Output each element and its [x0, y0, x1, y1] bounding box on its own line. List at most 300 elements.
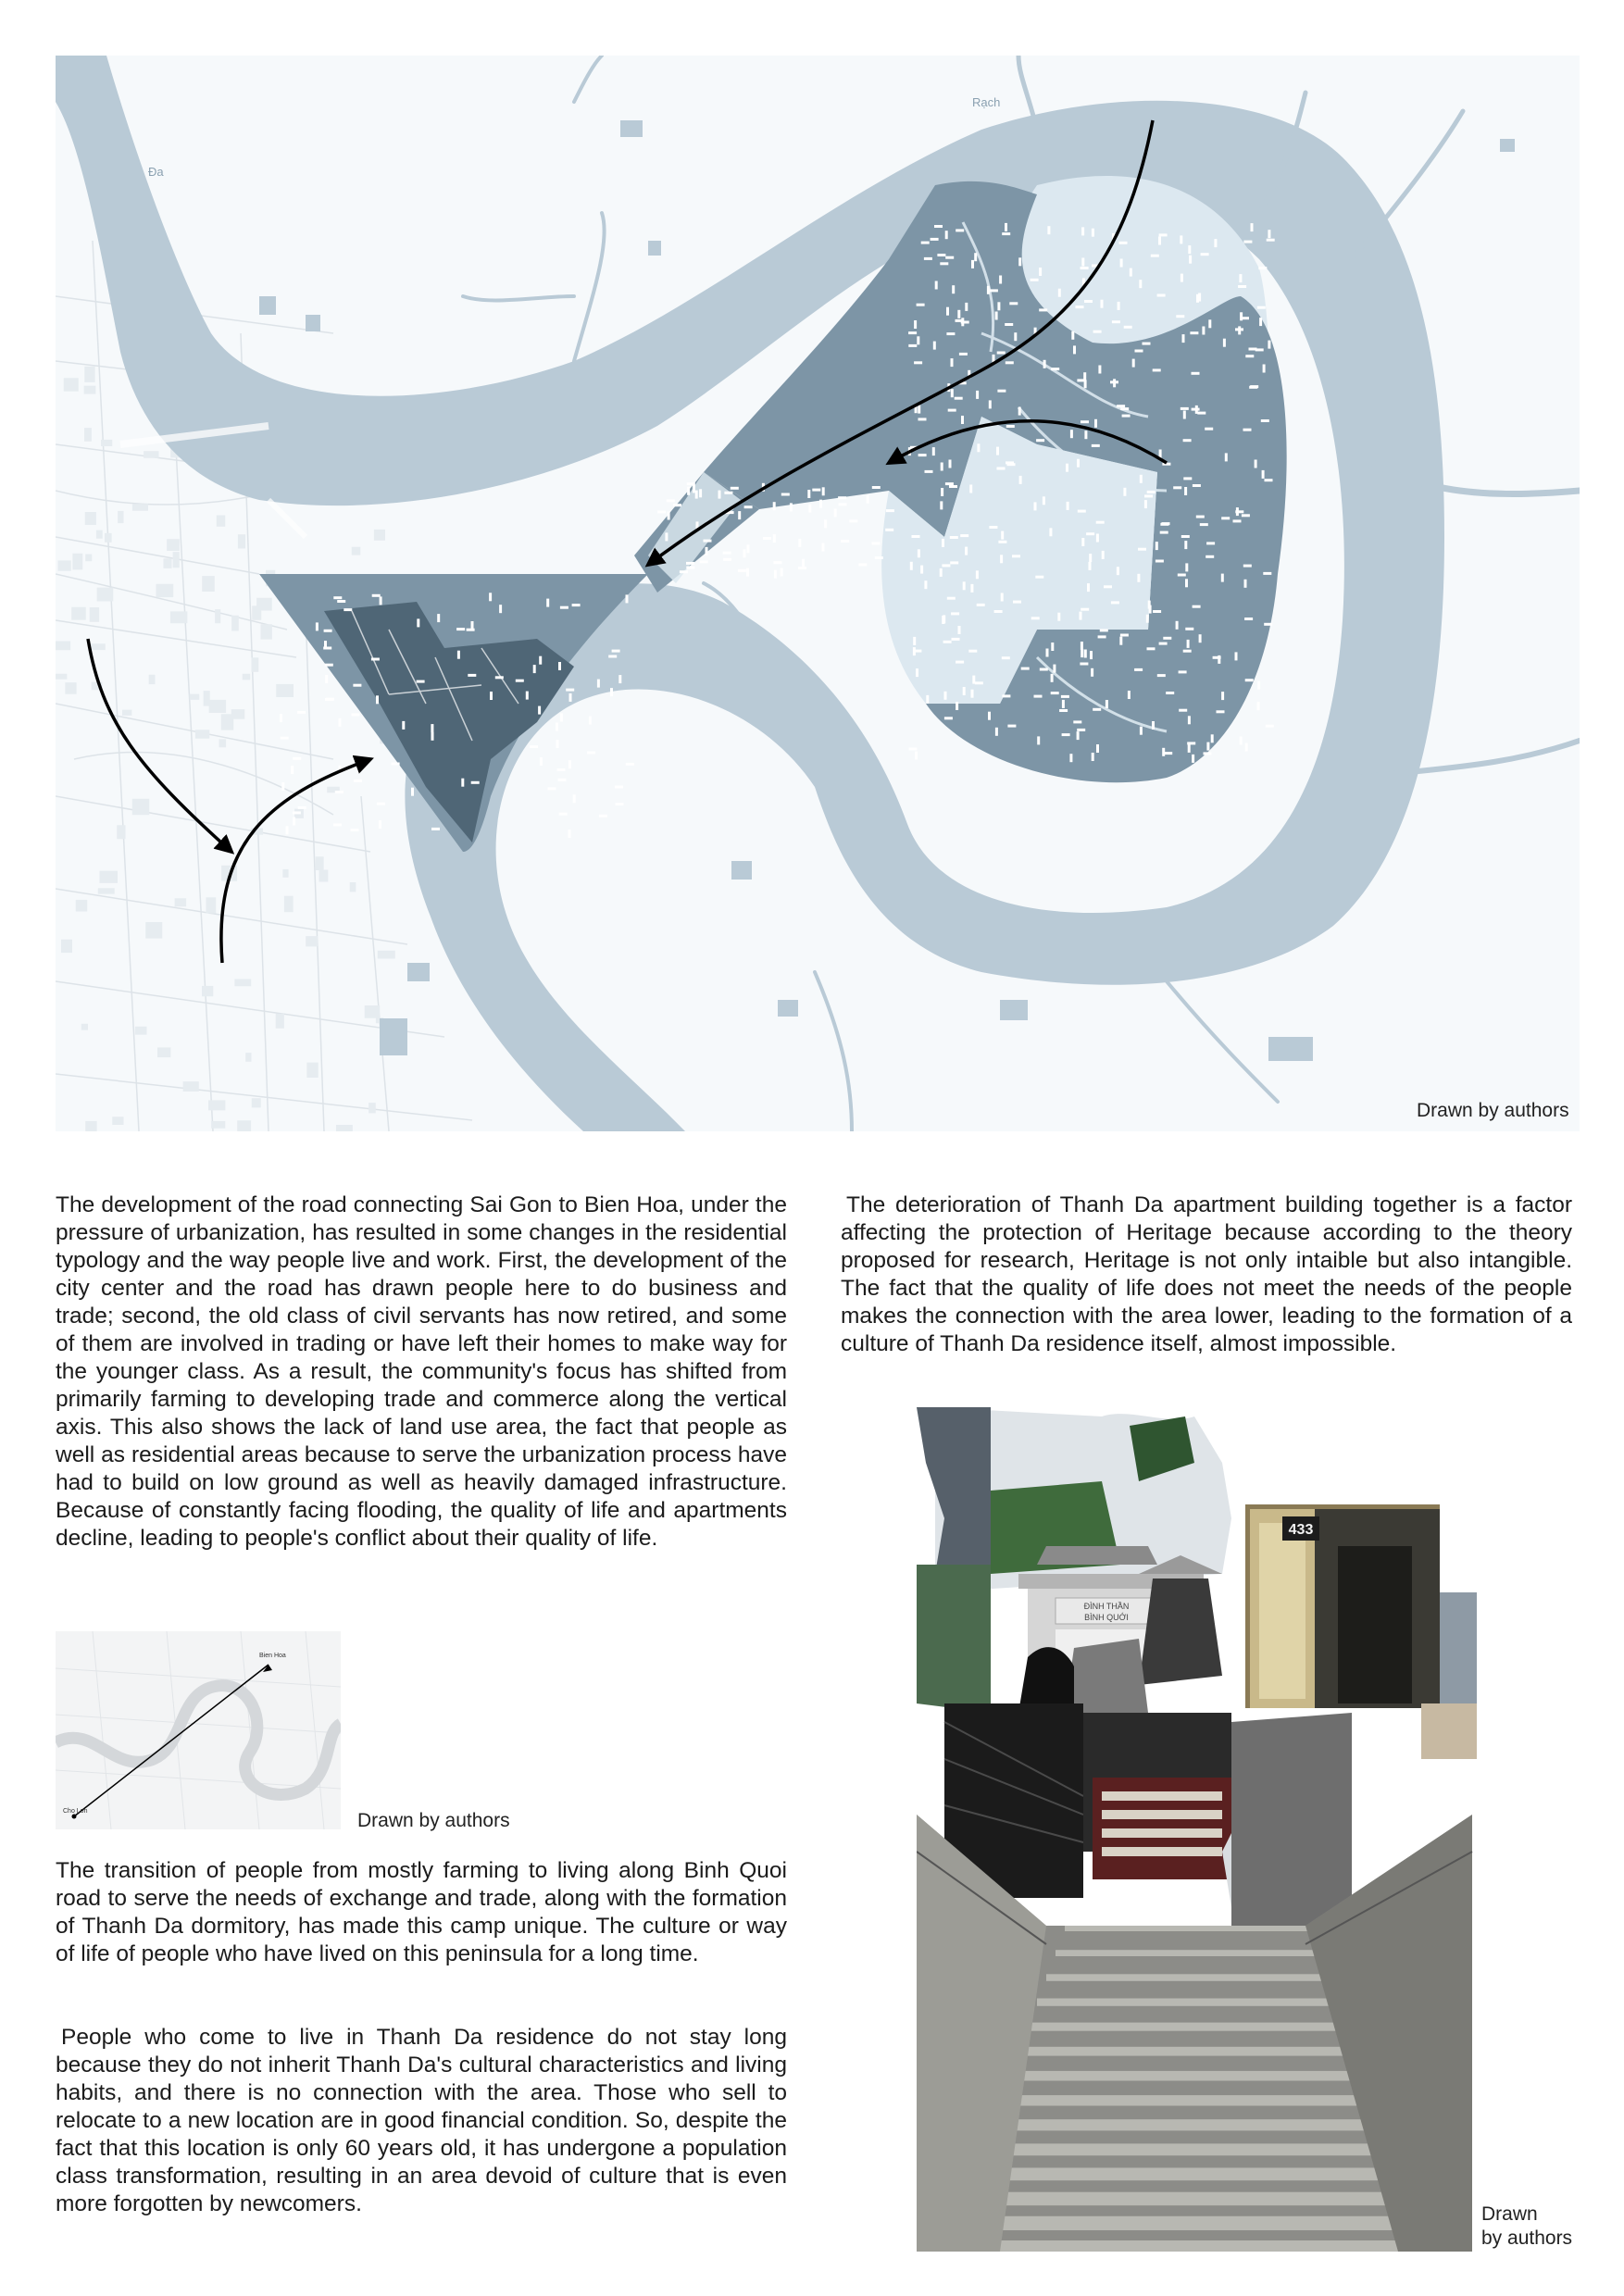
building-mark: [1208, 319, 1211, 328]
street-block: [208, 1100, 225, 1110]
gate-sign-line1: ĐÌNH THẦN: [1083, 1602, 1130, 1611]
building-mark: [1149, 605, 1152, 614]
building-mark: [773, 502, 776, 510]
street-block: [284, 896, 294, 913]
building-mark: [1043, 496, 1045, 505]
building-mark: [1040, 668, 1048, 671]
building-mark: [1243, 241, 1252, 243]
building-mark: [1159, 643, 1168, 645]
building-mark: [1013, 601, 1021, 604]
building-mark: [1006, 361, 1014, 364]
building-mark: [1102, 551, 1105, 559]
building-mark: [949, 485, 957, 488]
building-mark: [1245, 355, 1254, 357]
street-block: [170, 611, 188, 623]
building-mark: [1067, 502, 1069, 510]
building-mark: [1240, 736, 1243, 744]
building-mark: [1019, 476, 1022, 484]
building-mark: [1002, 232, 1010, 235]
building-mark: [956, 661, 964, 664]
building-mark: [326, 698, 334, 701]
building-mark: [918, 418, 927, 420]
building-mark: [951, 389, 954, 397]
building-mark: [821, 543, 824, 552]
stair-tread: [981, 2143, 1407, 2155]
building-mark: [1092, 229, 1094, 237]
building-mark: [824, 519, 827, 528]
building-mark: [1214, 239, 1217, 247]
building-mark: [1069, 754, 1072, 762]
building-mark: [1005, 323, 1013, 326]
building-mark: [918, 454, 927, 456]
building-mark: [763, 537, 771, 540]
building-mark: [1062, 733, 1070, 736]
building-mark: [968, 650, 977, 653]
building-mark: [1188, 716, 1191, 724]
building-mark: [917, 304, 925, 306]
building-mark: [1206, 542, 1215, 544]
building-mark: [489, 593, 492, 601]
house-number: 433: [1288, 1522, 1314, 1538]
building-mark: [1251, 223, 1254, 231]
building-mark: [599, 815, 607, 817]
building-mark: [558, 662, 561, 670]
street-block: [122, 710, 131, 716]
building-mark: [431, 724, 433, 732]
building-mark: [1147, 491, 1156, 493]
building-mark: [468, 674, 476, 677]
building-mark: [1077, 729, 1085, 731]
street-block: [84, 428, 92, 442]
building-mark: [849, 519, 857, 522]
street-block: [306, 1063, 318, 1078]
building-mark: [699, 489, 702, 497]
building-mark: [1263, 572, 1271, 575]
building-mark: [969, 485, 972, 493]
building-mark: [1061, 695, 1069, 698]
collage-caption-line2: by authors: [1481, 2227, 1573, 2249]
building-mark: [1001, 593, 1004, 602]
street-block: [276, 1014, 284, 1029]
building-mark: [1206, 742, 1209, 751]
building-mark: [1014, 332, 1017, 341]
building-mark: [1140, 727, 1143, 735]
building-mark: [744, 505, 753, 508]
building-mark: [807, 490, 810, 498]
building-mark: [872, 486, 881, 489]
building-mark: [1235, 652, 1238, 660]
building-mark: [940, 568, 943, 577]
street-block: [84, 386, 96, 394]
building-mark: [1163, 637, 1171, 640]
building-mark: [958, 626, 961, 634]
building-mark: [913, 650, 921, 653]
building-mark: [1128, 691, 1131, 699]
street-block: [156, 584, 174, 597]
building-mark: [1266, 725, 1274, 728]
building-mark: [1138, 548, 1146, 551]
building-mark: [1083, 372, 1086, 381]
building-mark: [1156, 560, 1164, 563]
paragraph-transition: The transition of people from mostly farming to living along Binh Quoi road to serve the needs of exchange and trade, along with the formation of Thanh Da dormitory, has made this camp unique. The culture or way of life of people who have lived on this peninsula for a long time.: [56, 1858, 787, 1966]
building-mark: [568, 830, 570, 838]
building-mark: [912, 535, 920, 538]
building-mark: [1113, 379, 1116, 387]
building-mark: [1120, 259, 1123, 268]
building-mark: [1100, 629, 1108, 631]
map-label-da: Đa: [148, 165, 164, 179]
building-mark: [781, 568, 783, 577]
paragraph-deterioration: The deterioration of Thanh Da apartment building together is a factor affecting the protection of Heritage because according to the theory proposed for research, Heritage is not only intaible but also intangible. The fact that the quality of life does not meet the needs of the people makes the connection with the area lower, leading to the formation of a culture of Thanh Da residence itself, almost impossible.: [841, 1192, 1572, 1356]
building-mark: [885, 529, 893, 531]
building-mark: [956, 702, 958, 710]
building-mark: [1006, 461, 1014, 464]
building-mark: [1258, 267, 1267, 269]
building-mark: [996, 447, 999, 455]
building-mark: [949, 460, 952, 468]
building-mark: [1257, 681, 1260, 690]
building-mark: [1087, 583, 1090, 592]
building-mark: [975, 681, 983, 684]
building-mark: [934, 225, 943, 228]
building-mark: [1160, 523, 1168, 526]
street-block: [215, 609, 220, 623]
building-mark: [790, 503, 793, 511]
stair-tread: [944, 2240, 1444, 2252]
stair-tread: [1018, 2047, 1370, 2056]
building-mark: [950, 561, 958, 564]
street-block: [85, 1121, 96, 1131]
building-mark: [1144, 500, 1147, 508]
building-mark: [1106, 700, 1108, 708]
building-mark: [324, 641, 327, 649]
building-mark: [917, 336, 919, 344]
building-mark: [965, 547, 968, 555]
building-mark: [1092, 444, 1100, 447]
building-mark: [1183, 477, 1192, 480]
building-mark: [1031, 279, 1039, 281]
building-mark: [916, 668, 918, 677]
building-mark: [1096, 534, 1099, 543]
building-mark: [1188, 744, 1191, 753]
building-mark: [841, 540, 849, 543]
building-mark: [746, 544, 749, 553]
building-mark: [1158, 237, 1161, 245]
building-mark: [1183, 411, 1186, 419]
building-mark: [1225, 453, 1228, 461]
building-mark: [286, 826, 289, 834]
building-mark: [293, 757, 301, 760]
building-mark: [935, 281, 938, 290]
building-mark: [354, 780, 362, 782]
building-mark: [941, 463, 943, 471]
building-mark: [995, 728, 998, 736]
street-block: [245, 1053, 251, 1062]
street-block: [252, 1098, 261, 1107]
building-mark: [335, 791, 344, 793]
building-mark: [933, 342, 936, 350]
building-mark: [957, 310, 960, 318]
building-mark: [943, 615, 945, 623]
street-block: [90, 643, 106, 650]
building-mark: [822, 487, 825, 495]
building-mark: [971, 260, 974, 268]
street-block: [374, 530, 385, 541]
building-mark: [1009, 302, 1018, 305]
building-mark: [297, 711, 306, 714]
building-mark: [668, 512, 670, 520]
building-mark: [530, 745, 538, 748]
building-mark: [1081, 649, 1083, 657]
street-block: [211, 1121, 225, 1129]
building-mark: [1051, 368, 1059, 370]
street-block: [132, 504, 148, 511]
building-mark: [665, 532, 668, 541]
building-mark: [1081, 642, 1083, 650]
building-mark: [1255, 460, 1257, 468]
building-mark: [1098, 366, 1101, 374]
street-block: [105, 533, 112, 543]
stair-tread: [954, 2216, 1435, 2230]
building-mark: [1006, 425, 1015, 428]
building-mark: [976, 570, 979, 579]
building-mark: [914, 320, 917, 329]
building-mark: [1076, 306, 1084, 308]
building-mark: [1235, 510, 1243, 513]
building-mark: [1034, 502, 1037, 510]
building-mark: [1034, 695, 1043, 698]
stair-tread: [1028, 2023, 1361, 2031]
building-mark: [1081, 608, 1089, 611]
building-mark: [937, 254, 945, 256]
building-mark: [612, 650, 620, 653]
building-mark: [569, 693, 572, 702]
building-mark: [1181, 274, 1183, 282]
map-caption: Drawn by authors: [1417, 1100, 1569, 1121]
building-mark: [546, 599, 549, 607]
photo-collage: [917, 1407, 1480, 2252]
building-mark: [819, 500, 822, 508]
street-block: [336, 1125, 353, 1131]
street-block: [350, 882, 356, 892]
building-mark: [316, 622, 319, 630]
street-block: [84, 367, 94, 382]
building-mark: [946, 332, 955, 335]
building-mark: [437, 614, 440, 622]
building-mark: [556, 740, 559, 748]
building-mark: [1062, 700, 1065, 708]
building-mark: [1111, 601, 1119, 604]
building-mark: [573, 794, 576, 803]
collage-caption-line1: Drawn: [1481, 2203, 1538, 2225]
building-mark: [1098, 635, 1106, 638]
building-mark: [948, 409, 956, 412]
street-block: [365, 1005, 381, 1018]
building-mark: [1153, 368, 1161, 371]
building-mark: [946, 307, 949, 316]
building-mark: [908, 331, 917, 334]
building-mark: [743, 549, 745, 557]
street-block: [135, 1027, 147, 1035]
building-mark: [1238, 326, 1241, 334]
street-block: [81, 1024, 88, 1030]
building-mark: [556, 723, 558, 731]
street-block: [175, 898, 187, 906]
building-mark: [566, 689, 574, 692]
building-mark: [667, 499, 675, 502]
building-mark: [1005, 223, 1007, 231]
building-mark: [867, 495, 869, 504]
building-mark: [915, 752, 918, 760]
building-mark: [812, 489, 820, 492]
building-mark: [1117, 405, 1125, 407]
building-mark: [411, 788, 414, 796]
building-mark: [1018, 407, 1021, 416]
building-mark: [344, 608, 352, 611]
building-mark: [1217, 710, 1225, 713]
building-mark: [1137, 574, 1140, 582]
street-block: [261, 624, 272, 639]
building-mark: [802, 559, 805, 568]
building-mark: [1122, 415, 1131, 418]
building-mark: [1012, 555, 1020, 557]
street-block: [149, 675, 156, 684]
building-mark: [960, 534, 968, 537]
street-block: [101, 440, 112, 446]
building-mark: [918, 549, 920, 557]
building-mark: [1000, 555, 1003, 563]
building-mark: [1152, 721, 1155, 730]
stair-tread: [1037, 1999, 1352, 2006]
building-mark: [1007, 725, 1016, 728]
building-mark: [914, 361, 922, 364]
building-mark: [961, 321, 969, 324]
building-mark: [293, 811, 301, 814]
building-mark: [1176, 315, 1184, 318]
building-mark: [1091, 668, 1093, 677]
building-mark: [568, 760, 571, 768]
building-mark: [724, 492, 732, 494]
building-mark: [1199, 634, 1202, 643]
building-mark: [1086, 532, 1094, 535]
building-mark: [956, 229, 964, 231]
street-block: [237, 1120, 251, 1131]
building-mark: [976, 391, 979, 399]
building-mark: [731, 487, 739, 490]
building-mark: [1119, 637, 1122, 645]
street-block: [316, 856, 324, 870]
building-mark: [1183, 650, 1192, 653]
building-mark: [1187, 640, 1190, 648]
building-mark: [680, 570, 688, 573]
building-mark: [926, 695, 929, 704]
building-mark: [1093, 331, 1102, 333]
building-mark: [572, 604, 581, 606]
building-mark: [1249, 386, 1257, 389]
building-mark: [1257, 306, 1266, 309]
building-mark: [910, 562, 913, 570]
building-mark: [945, 231, 948, 239]
street-block: [100, 871, 119, 883]
site-map: [56, 56, 1580, 1131]
building-mark: [1243, 429, 1252, 431]
building-mark: [1031, 617, 1040, 619]
building-mark: [1132, 359, 1135, 368]
street-block: [238, 534, 245, 548]
street-block: [206, 897, 217, 913]
stair-tread: [1009, 2071, 1380, 2081]
building-mark: [1036, 439, 1044, 442]
building-mark: [1112, 320, 1120, 323]
building-mark: [947, 597, 956, 600]
building-mark: [746, 568, 749, 577]
building-mark: [339, 718, 342, 727]
building-mark: [886, 509, 894, 512]
building-mark: [1221, 574, 1224, 582]
building-mark: [1196, 516, 1205, 518]
building-mark: [1118, 302, 1120, 310]
building-mark: [1073, 345, 1076, 354]
building-mark: [431, 732, 434, 741]
building-mark: [380, 596, 382, 605]
building-mark: [417, 618, 419, 627]
building-mark: [1185, 563, 1188, 571]
building-mark: [371, 658, 380, 661]
building-mark: [944, 692, 947, 700]
building-mark: [1117, 567, 1119, 575]
building-mark: [1176, 621, 1179, 630]
building-mark: [1104, 585, 1112, 588]
stair-tread: [1000, 2095, 1389, 2105]
building-mark: [1239, 274, 1242, 282]
building-mark: [1144, 494, 1153, 497]
building-mark: [1166, 692, 1174, 694]
building-mark: [376, 695, 379, 704]
building-mark: [1153, 610, 1161, 613]
paragraph-urbanization: The development of the road connecting Sai Gon to Bien Hoa, under the pressure of urbanization, has resulted in some changes in the residential typology and the way people live and work. First, the development of the city center and the road has drawn people here to do business and trade; second, the old class of civil servants has now retired, and some of them are involved in trading or have left their homes to make way for the younger class. As a result, the community's focus has shifted from primarily farming to developing trade and commerce along the vertical axis. This also shows the lack of land use area, the fact that people as well as residential areas because to serve the urbanization process have had to build on low ground as well as heavily damaged infrastructure. Because of constantly facing flooding, the quality of life and apartments decline, leading to people's conflict about their quality of life.: [56, 1192, 787, 1551]
building-mark: [1221, 692, 1224, 700]
building-mark: [1238, 285, 1246, 288]
street-block: [61, 940, 72, 953]
building-mark: [839, 503, 847, 505]
building-mark: [1160, 531, 1168, 534]
building-mark: [1257, 702, 1260, 710]
building-mark: [944, 717, 953, 719]
building-mark: [1249, 348, 1257, 351]
street-block: [132, 799, 149, 815]
building-mark: [1081, 267, 1089, 269]
building-mark: [738, 569, 746, 572]
building-mark: [597, 680, 600, 688]
building-mark: [1259, 318, 1262, 326]
building-mark: [1201, 253, 1209, 256]
building-mark: [1081, 227, 1084, 235]
building-mark: [1267, 239, 1275, 242]
street-block: [256, 598, 272, 611]
building-mark: [997, 390, 1006, 393]
building-mark: [1211, 734, 1214, 742]
building-mark: [1189, 256, 1192, 264]
building-mark: [918, 406, 920, 414]
building-mark: [610, 688, 613, 696]
building-mark: [1156, 542, 1158, 550]
building-mark: [1051, 692, 1059, 694]
building-mark: [547, 787, 556, 790]
gate-sign-line2: BÌNH QUỚI: [1084, 1613, 1129, 1622]
building-mark: [538, 706, 541, 715]
street-block: [56, 642, 70, 651]
building-mark: [774, 570, 777, 579]
